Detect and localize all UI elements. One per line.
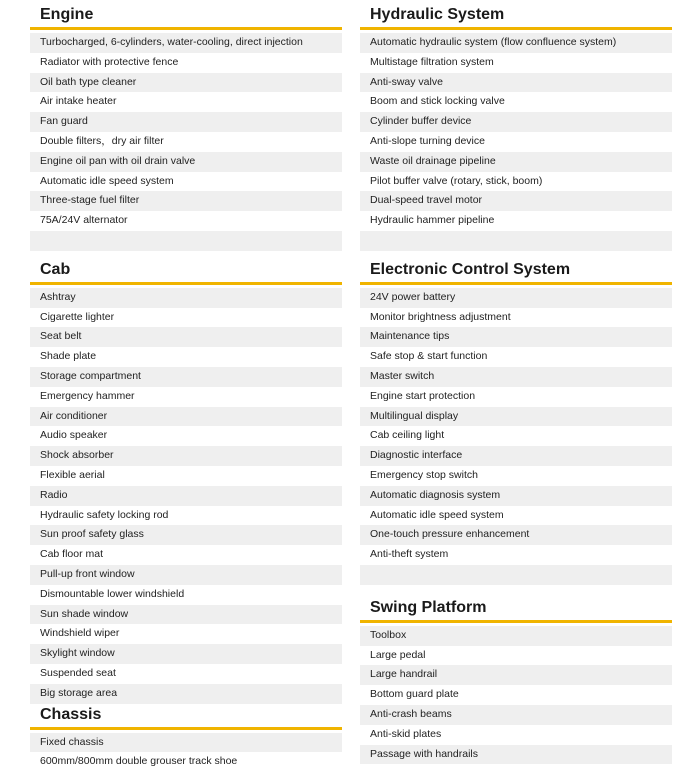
engine-list <box>30 33 342 251</box>
list-item: Radio <box>30 486 342 506</box>
right-column <box>360 0 672 764</box>
swing-section <box>360 593 672 765</box>
list-item: Cigarette lighter <box>30 308 342 328</box>
engine-section <box>30 0 342 251</box>
list-item: Emergency hammer <box>30 387 342 407</box>
list-item: Emergency stop switch <box>360 466 672 486</box>
swing-title: Swing Platform <box>360 593 672 623</box>
list-item: Waste oil drainage pipeline <box>360 152 672 172</box>
list-item: Audio speaker <box>30 426 342 446</box>
hydraulic-section <box>360 0 672 251</box>
list-item: Fixed chassis <box>30 733 342 753</box>
list-item: Cab ceiling light <box>360 426 672 446</box>
engine-title: Engine <box>30 0 342 30</box>
list-item: Hydraulic safety locking rod <box>30 506 342 526</box>
empty-row <box>360 565 672 585</box>
list-item: 24V power battery <box>360 288 672 308</box>
list-item: Toolbox <box>360 626 672 646</box>
list-item: Large handrail <box>360 665 672 685</box>
list-item: Multistage filtration system <box>360 53 672 73</box>
list-item: Double filters，dry air filter <box>30 132 342 152</box>
list-item: Windshield wiper <box>30 624 342 644</box>
list-item: Cab floor mat <box>30 545 342 565</box>
list-item: Sun proof safety glass <box>30 525 342 545</box>
list-item: Cylinder buffer device <box>360 112 672 132</box>
list-item: Storage compartment <box>30 367 342 387</box>
list-item: Anti-slope turning device <box>360 132 672 152</box>
swing-list <box>360 626 672 765</box>
list-item: 600mm/800mm double grouser track shoe <box>30 752 342 772</box>
cab-section <box>30 255 342 704</box>
list-item: Passage with handrails <box>360 745 672 765</box>
list-item: Sun shade window <box>30 605 342 625</box>
hydraulic-list <box>360 33 672 251</box>
empty-row <box>360 231 672 251</box>
left-column <box>30 0 342 772</box>
list-item: Maintenance tips <box>360 327 672 347</box>
list-item: Pull-up front window <box>30 565 342 585</box>
list-item: Seat belt <box>30 327 342 347</box>
list-item: Dismountable lower windshield <box>30 585 342 605</box>
list-item: Engine start protection <box>360 387 672 407</box>
list-item: Shade plate <box>30 347 342 367</box>
list-item: Monitor brightness adjustment <box>360 308 672 328</box>
list-item: Shock absorber <box>30 446 342 466</box>
list-item: Dual-speed travel motor <box>360 191 672 211</box>
chassis-section <box>30 700 342 772</box>
list-item: Anti-sway valve <box>360 73 672 93</box>
list-item: Skylight window <box>30 644 342 664</box>
list-item: Large pedal <box>360 646 672 666</box>
chassis-list <box>30 733 342 772</box>
list-item: Suspended seat <box>30 664 342 684</box>
electronic-list <box>360 288 672 585</box>
list-item: One-touch pressure enhancement <box>360 525 672 545</box>
list-item: Ashtray <box>30 288 342 308</box>
list-item: Automatic idle speed system <box>360 506 672 526</box>
list-item: Multilingual display <box>360 407 672 427</box>
list-item: 75A/24V alternator <box>30 211 342 231</box>
list-item: Engine oil pan with oil drain valve <box>30 152 342 172</box>
list-item: Automatic idle speed system <box>30 172 342 192</box>
cab-title: Cab <box>30 255 342 285</box>
hydraulic-title: Hydraulic System <box>360 0 672 30</box>
list-item: Turbocharged, 6-cylinders, water-cooling, direct injection <box>30 33 342 53</box>
list-item: Air conditioner <box>30 407 342 427</box>
list-item: Three-stage fuel filter <box>30 191 342 211</box>
list-item: Bottom guard plate <box>360 685 672 705</box>
list-item: Anti-theft system <box>360 545 672 565</box>
list-item: Diagnostic interface <box>360 446 672 466</box>
empty-row <box>30 231 342 251</box>
electronic-title: Electronic Control System <box>360 255 672 285</box>
list-item: Fan guard <box>30 112 342 132</box>
list-item: Anti-crash beams <box>360 705 672 725</box>
list-item: Big storage area <box>30 684 342 704</box>
list-item: Master switch <box>360 367 672 387</box>
chassis-title: Chassis <box>30 700 342 730</box>
list-item: Automatic hydraulic system (flow confluence system) <box>360 33 672 53</box>
list-item: Hydraulic hammer pipeline <box>360 211 672 231</box>
list-item: Radiator with protective fence <box>30 53 342 73</box>
list-item: Boom and stick locking valve <box>360 92 672 112</box>
cab-list <box>30 288 342 704</box>
list-item: Automatic diagnosis system <box>360 486 672 506</box>
list-item: Safe stop & start function <box>360 347 672 367</box>
list-item: Pilot buffer valve (rotary, stick, boom) <box>360 172 672 192</box>
list-item: Oil bath type cleaner <box>30 73 342 93</box>
list-item: Anti-skid plates <box>360 725 672 745</box>
list-item: Air intake heater <box>30 92 342 112</box>
electronic-section <box>360 255 672 585</box>
list-item: Flexible aerial <box>30 466 342 486</box>
